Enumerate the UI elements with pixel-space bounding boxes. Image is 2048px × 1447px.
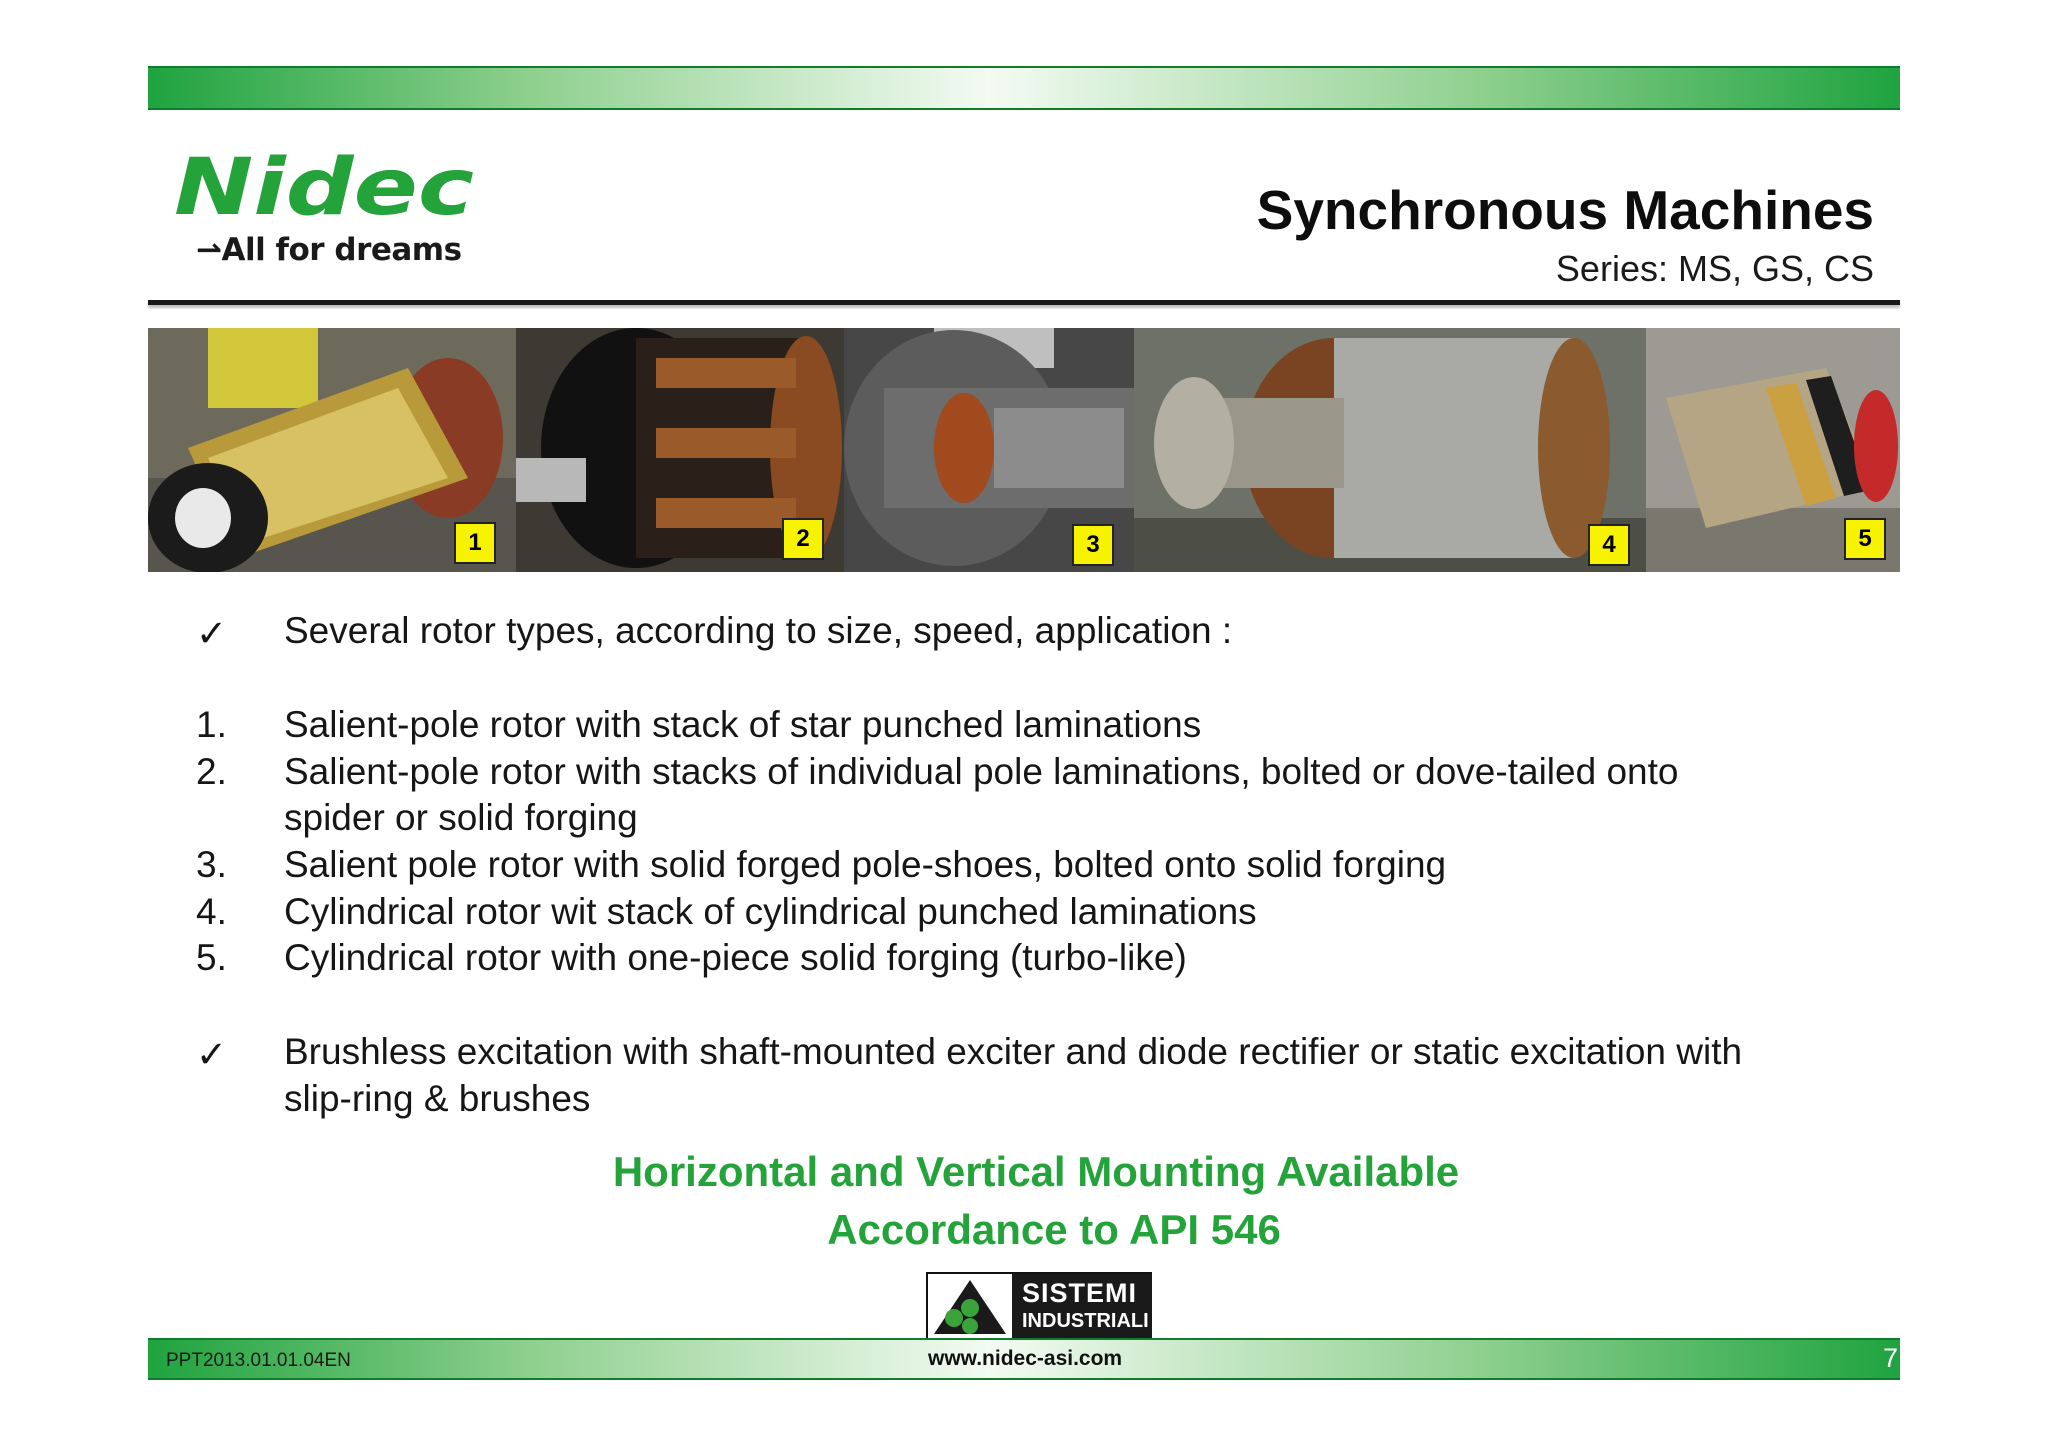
tagline-arrow-icon: ⇀ <box>196 232 222 268</box>
logo-tagline <box>196 232 462 268</box>
check-icon: ✓ <box>196 1034 228 1075</box>
document-code: PPT2013.01.01.04EN <box>166 1350 351 1371</box>
mounting-highlight: Horizontal and Vertical Mounting Available <box>612 1148 1460 1195</box>
list-item: Cylindrical rotor with one-piece solid forging (turbo-like) <box>284 937 1187 978</box>
list-number: 1. <box>196 704 227 745</box>
sistemi-triangle-icon <box>932 1278 1008 1336</box>
photo-label-4: 4 <box>1588 524 1630 566</box>
list-item-continuation: spider or solid forging <box>284 797 638 838</box>
page-subtitle: Series: MS, GS, CS <box>1555 248 1874 289</box>
rotor-photo-5 <box>1646 328 1900 572</box>
excitation-text: Brushless excitation with shaft-mounted exciter and diode rectifier or static excitation with <box>284 1031 1743 1072</box>
title-divider <box>148 300 1900 305</box>
list-item: Salient pole rotor with solid forged pole-shoes, bolted onto solid forging <box>284 844 1447 885</box>
photo-label-2: 2 <box>782 518 824 560</box>
list-number: 5. <box>196 937 227 978</box>
photo-label-1: 1 <box>454 522 496 564</box>
page-title: Synchronous Machines <box>1256 179 1874 241</box>
intro-text: Several rotor types, according to size, speed, application : <box>284 610 1233 651</box>
rotor-photo-4 <box>1134 328 1646 572</box>
tagline-text: All for dreams <box>221 232 462 268</box>
list-item: Salient-pole rotor with stacks of individual pole laminations, bolted or dove-tailed onto <box>284 751 1679 792</box>
photo-label-3: 3 <box>1072 524 1114 566</box>
website-link[interactable]: www.nidec-asi.com <box>928 1347 1123 1370</box>
sistemi-industriali-logo <box>926 1272 1152 1340</box>
page-number: 7 <box>1882 1343 1898 1373</box>
check-icon: ✓ <box>196 613 228 654</box>
list-item: Cylindrical rotor wit stack of cylindrical punched laminations <box>284 891 1257 932</box>
logo-wordmark: Nidec <box>174 148 474 228</box>
sistemi-label: SISTEMI <box>1022 1278 1138 1308</box>
list-number: 2. <box>196 751 227 792</box>
industriali-label: INDUSTRIALI <box>1022 1310 1149 1332</box>
api-highlight: Accordance to API 546 <box>827 1206 1281 1253</box>
list-item: Salient-pole rotor with stack of star punched laminations <box>284 704 1202 745</box>
rotor-photo-3 <box>844 328 1134 572</box>
list-number: 4. <box>196 891 227 932</box>
rotor-photo-1 <box>148 328 516 572</box>
top-green-band <box>148 66 1900 110</box>
photo-label-5: 5 <box>1844 518 1886 560</box>
list-number: 3. <box>196 844 227 885</box>
rotor-photo-2 <box>516 328 844 572</box>
excitation-text-continuation: slip-ring & brushes <box>284 1078 591 1119</box>
